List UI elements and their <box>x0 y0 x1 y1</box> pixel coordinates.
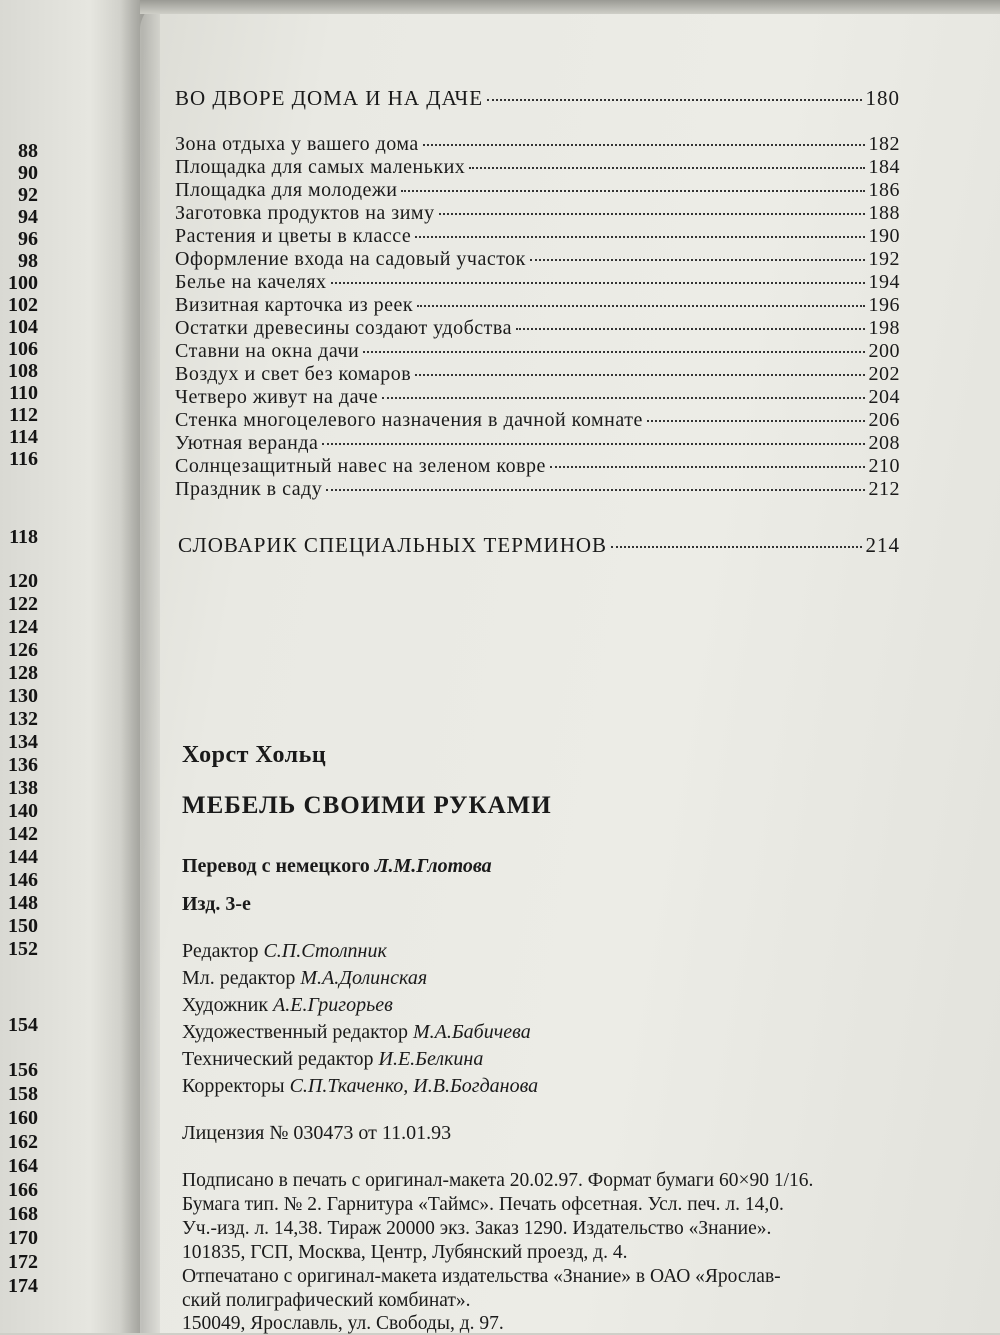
left-page-number: 166 <box>8 1179 38 1201</box>
toc-entry-title: Праздник в саду <box>175 478 323 500</box>
left-page-number: 90 <box>18 162 38 184</box>
toc-entry <box>175 225 900 248</box>
left-page-number: 112 <box>9 404 38 426</box>
toc-entry-title: Остатки древесины создают удобства <box>175 317 512 339</box>
toc-entry-title: Ставни на окна дачи <box>175 340 360 362</box>
left-page-number: 92 <box>18 184 38 206</box>
left-page-number: 168 <box>8 1203 38 1225</box>
left-page-number: 164 <box>8 1155 38 1177</box>
toc-entry <box>175 340 900 363</box>
left-page-number: 174 <box>8 1275 38 1297</box>
toc-entry-title: Площадка для молодежи <box>175 179 398 201</box>
toc-page-number: 188 <box>868 202 900 224</box>
left-page-number: 120 <box>8 570 38 592</box>
left-page-number: 138 <box>8 777 38 799</box>
credit-role: Мл. редактор <box>182 967 296 989</box>
credit-role: Технический редактор <box>182 1048 374 1070</box>
credit-name: И.Е.Белкина <box>378 1048 484 1070</box>
left-page-number: 110 <box>9 382 38 404</box>
toc-entry <box>175 386 900 409</box>
toc-section-heading <box>175 86 900 111</box>
left-page-number: 162 <box>8 1131 38 1153</box>
toc-leader-dots <box>401 190 864 192</box>
credit-line <box>182 967 427 990</box>
toc-section-heading <box>178 533 900 558</box>
toc-leader-dots <box>611 546 861 548</box>
toc-entry <box>175 409 900 432</box>
credit-line <box>182 940 387 963</box>
spine-shadow <box>120 0 160 1333</box>
left-page-number: 172 <box>8 1251 38 1273</box>
toc-leader-dots <box>487 99 861 101</box>
toc-leader-dots <box>322 443 864 445</box>
toc-entry-title: Воздух и свет без комаров <box>175 363 412 385</box>
toc-section-title: СЛОВАРИК СПЕЦИАЛЬНЫХ ТЕРМИНОВ <box>178 533 608 557</box>
toc-page-number: 180 <box>865 86 900 110</box>
toc-entry <box>175 248 900 271</box>
toc-entry-title: Заготовка продуктов на зиму <box>175 202 435 224</box>
toc-entry-title: Оформление входа на садовый участок <box>175 248 526 270</box>
left-page-number: 128 <box>8 662 38 684</box>
toc-entry <box>175 455 900 478</box>
toc-entry <box>175 432 900 455</box>
credit-line <box>182 1075 538 1098</box>
credit-line <box>182 1021 531 1044</box>
left-page-number: 154 <box>8 1014 38 1036</box>
toc-leader-dots <box>415 374 864 376</box>
translator-name: Л.М.Глотова <box>374 855 492 877</box>
toc-leader-dots <box>331 282 865 284</box>
credit-role: Корректоры <box>182 1075 285 1097</box>
translation-line <box>182 855 492 878</box>
left-page-number: 144 <box>8 846 38 868</box>
toc-page-number: 210 <box>868 455 900 477</box>
left-page-number: 124 <box>8 616 38 638</box>
toc-entry <box>175 271 900 294</box>
left-page-number: 132 <box>8 708 38 730</box>
toc-page-number: 202 <box>868 363 900 385</box>
left-page-number: 158 <box>8 1083 38 1105</box>
imprint-line: Подписано в печать с оригинал-макета 20.02.97. Формат бумаги 60×90 1/16. <box>182 1170 814 1191</box>
toc-entry-title: Площадка для самых маленьких <box>175 156 466 178</box>
book-author: Хорст Хольц <box>182 742 327 768</box>
imprint-line: 150049, Ярославль, ул. Свободы, д. 97. <box>182 1313 504 1334</box>
imprint-line: 101835, ГСП, Москва, Центр, Лубянский проезд, д. 4. <box>182 1242 628 1263</box>
left-page-number: 102 <box>8 294 38 316</box>
left-page-number: 140 <box>8 800 38 822</box>
left-page-number: 104 <box>8 316 38 338</box>
imprint-line: ский полиграфический комбинат». <box>182 1290 471 1311</box>
toc-leader-dots <box>647 420 865 422</box>
credit-name: М.А.Долинская <box>300 967 428 989</box>
credit-role: Художественный редактор <box>182 1021 408 1043</box>
left-page-number: 98 <box>18 250 38 272</box>
translation-label: Перевод с немецкого <box>182 855 370 877</box>
credit-line <box>182 1048 483 1071</box>
book-title: МЕБЕЛЬ СВОИМИ РУКАМИ <box>182 792 552 819</box>
imprint-line: Уч.-изд. л. 14,38. Тираж 20000 экз. Заказ 1290. Издательство «Знание». <box>182 1218 772 1239</box>
toc-section-title: ВО ДВОРЕ ДОМА И НА ДАЧЕ <box>175 86 484 110</box>
toc-page-number: 182 <box>868 133 900 155</box>
left-page-number: 152 <box>8 938 38 960</box>
left-page-number: 96 <box>18 228 38 250</box>
left-page-number: 170 <box>8 1227 38 1249</box>
toc-entry-title: Белье на качелях <box>175 271 327 293</box>
left-page-number: 108 <box>8 360 38 382</box>
toc-page-number: 200 <box>868 340 900 362</box>
toc-leader-dots <box>469 167 864 169</box>
toc-entry <box>175 363 900 386</box>
left-page-number: 106 <box>8 338 38 360</box>
toc-page-number: 198 <box>868 317 900 339</box>
toc-page-number: 212 <box>868 478 900 500</box>
toc-entry <box>175 294 900 317</box>
toc-entry-title: Растения и цветы в классе <box>175 225 412 247</box>
toc-page-number: 208 <box>868 432 900 454</box>
left-page-number: 116 <box>9 448 38 470</box>
left-page-number: 136 <box>8 754 38 776</box>
toc-entry-title: Зона отдыха у вашего дома <box>175 133 419 155</box>
left-page-number: 118 <box>9 526 38 548</box>
left-page-number: 160 <box>8 1107 38 1129</box>
left-page-number: 114 <box>9 426 38 448</box>
left-page-number: 94 <box>18 206 38 228</box>
left-page-number: 130 <box>8 685 38 707</box>
credit-role: Редактор <box>182 940 259 962</box>
toc-entry <box>175 179 900 202</box>
left-page-number: 126 <box>8 639 38 661</box>
toc-leader-dots <box>382 397 864 399</box>
toc-entry-title: Солнцезащитный навес на зеленом ковре <box>175 455 546 477</box>
credit-name: С.П.Ткаченко, И.В.Богданова <box>289 1075 539 1097</box>
left-page-number: 146 <box>8 869 38 891</box>
toc-leader-dots <box>423 144 865 146</box>
toc-entry <box>175 133 900 156</box>
toc-page-number: 196 <box>868 294 900 316</box>
toc-page-number: 214 <box>865 533 900 557</box>
toc-page-number: 206 <box>868 409 900 431</box>
left-page-number: 148 <box>8 892 38 914</box>
toc-leader-dots <box>516 328 865 330</box>
credit-name: С.П.Столпник <box>263 940 387 962</box>
left-page-number: 134 <box>8 731 38 753</box>
toc-page-number: 190 <box>868 225 900 247</box>
left-page-number: 122 <box>8 593 38 615</box>
left-page-number: 88 <box>18 140 38 162</box>
toc-entry-title: Четверо живут на даче <box>175 386 379 408</box>
toc-page-number: 184 <box>868 156 900 178</box>
toc-entry <box>175 202 900 225</box>
toc-leader-dots <box>417 305 864 307</box>
page-top-edge <box>140 0 1000 14</box>
toc-leader-dots <box>530 259 865 261</box>
credit-line <box>182 994 393 1017</box>
edition: Изд. 3-е <box>182 893 251 915</box>
imprint-line: Бумага тип. № 2. Гарнитура «Таймс». Печать офсетная. Усл. печ. л. 14,0. <box>182 1194 784 1215</box>
toc-leader-dots <box>415 236 864 238</box>
toc-entry-title: Стенка многоцелевого назначения в дачной комнате <box>175 409 643 431</box>
toc-entry <box>175 478 900 501</box>
credit-name: М.А.Бабичева <box>413 1021 531 1043</box>
left-page-number: 150 <box>8 915 38 937</box>
toc-leader-dots <box>439 213 865 215</box>
toc-page-number: 204 <box>868 386 900 408</box>
toc-page-number: 194 <box>868 271 900 293</box>
toc-entry-title: Визитная карточка из реек <box>175 294 414 316</box>
toc-page-number: 192 <box>868 248 900 270</box>
left-page-number: 156 <box>8 1059 38 1081</box>
left-page-number: 142 <box>8 823 38 845</box>
license-line: Лицензия № 030473 от 11.01.93 <box>182 1122 452 1144</box>
toc-entry <box>175 317 900 340</box>
toc-entry-title: Уютная веранда <box>175 432 319 454</box>
left-page-number: 100 <box>8 272 38 294</box>
credit-name: А.Е.Григорьев <box>273 994 393 1016</box>
credit-role: Художник <box>182 994 269 1016</box>
imprint-line: Отпечатано с оригинал-макета издательства «Знание» в ОАО «Ярослав- <box>182 1266 781 1287</box>
toc-leader-dots <box>326 489 864 491</box>
toc-entry <box>175 156 900 179</box>
toc-leader-dots <box>363 351 864 353</box>
toc-leader-dots <box>550 466 865 468</box>
toc-page-number: 186 <box>868 179 900 201</box>
